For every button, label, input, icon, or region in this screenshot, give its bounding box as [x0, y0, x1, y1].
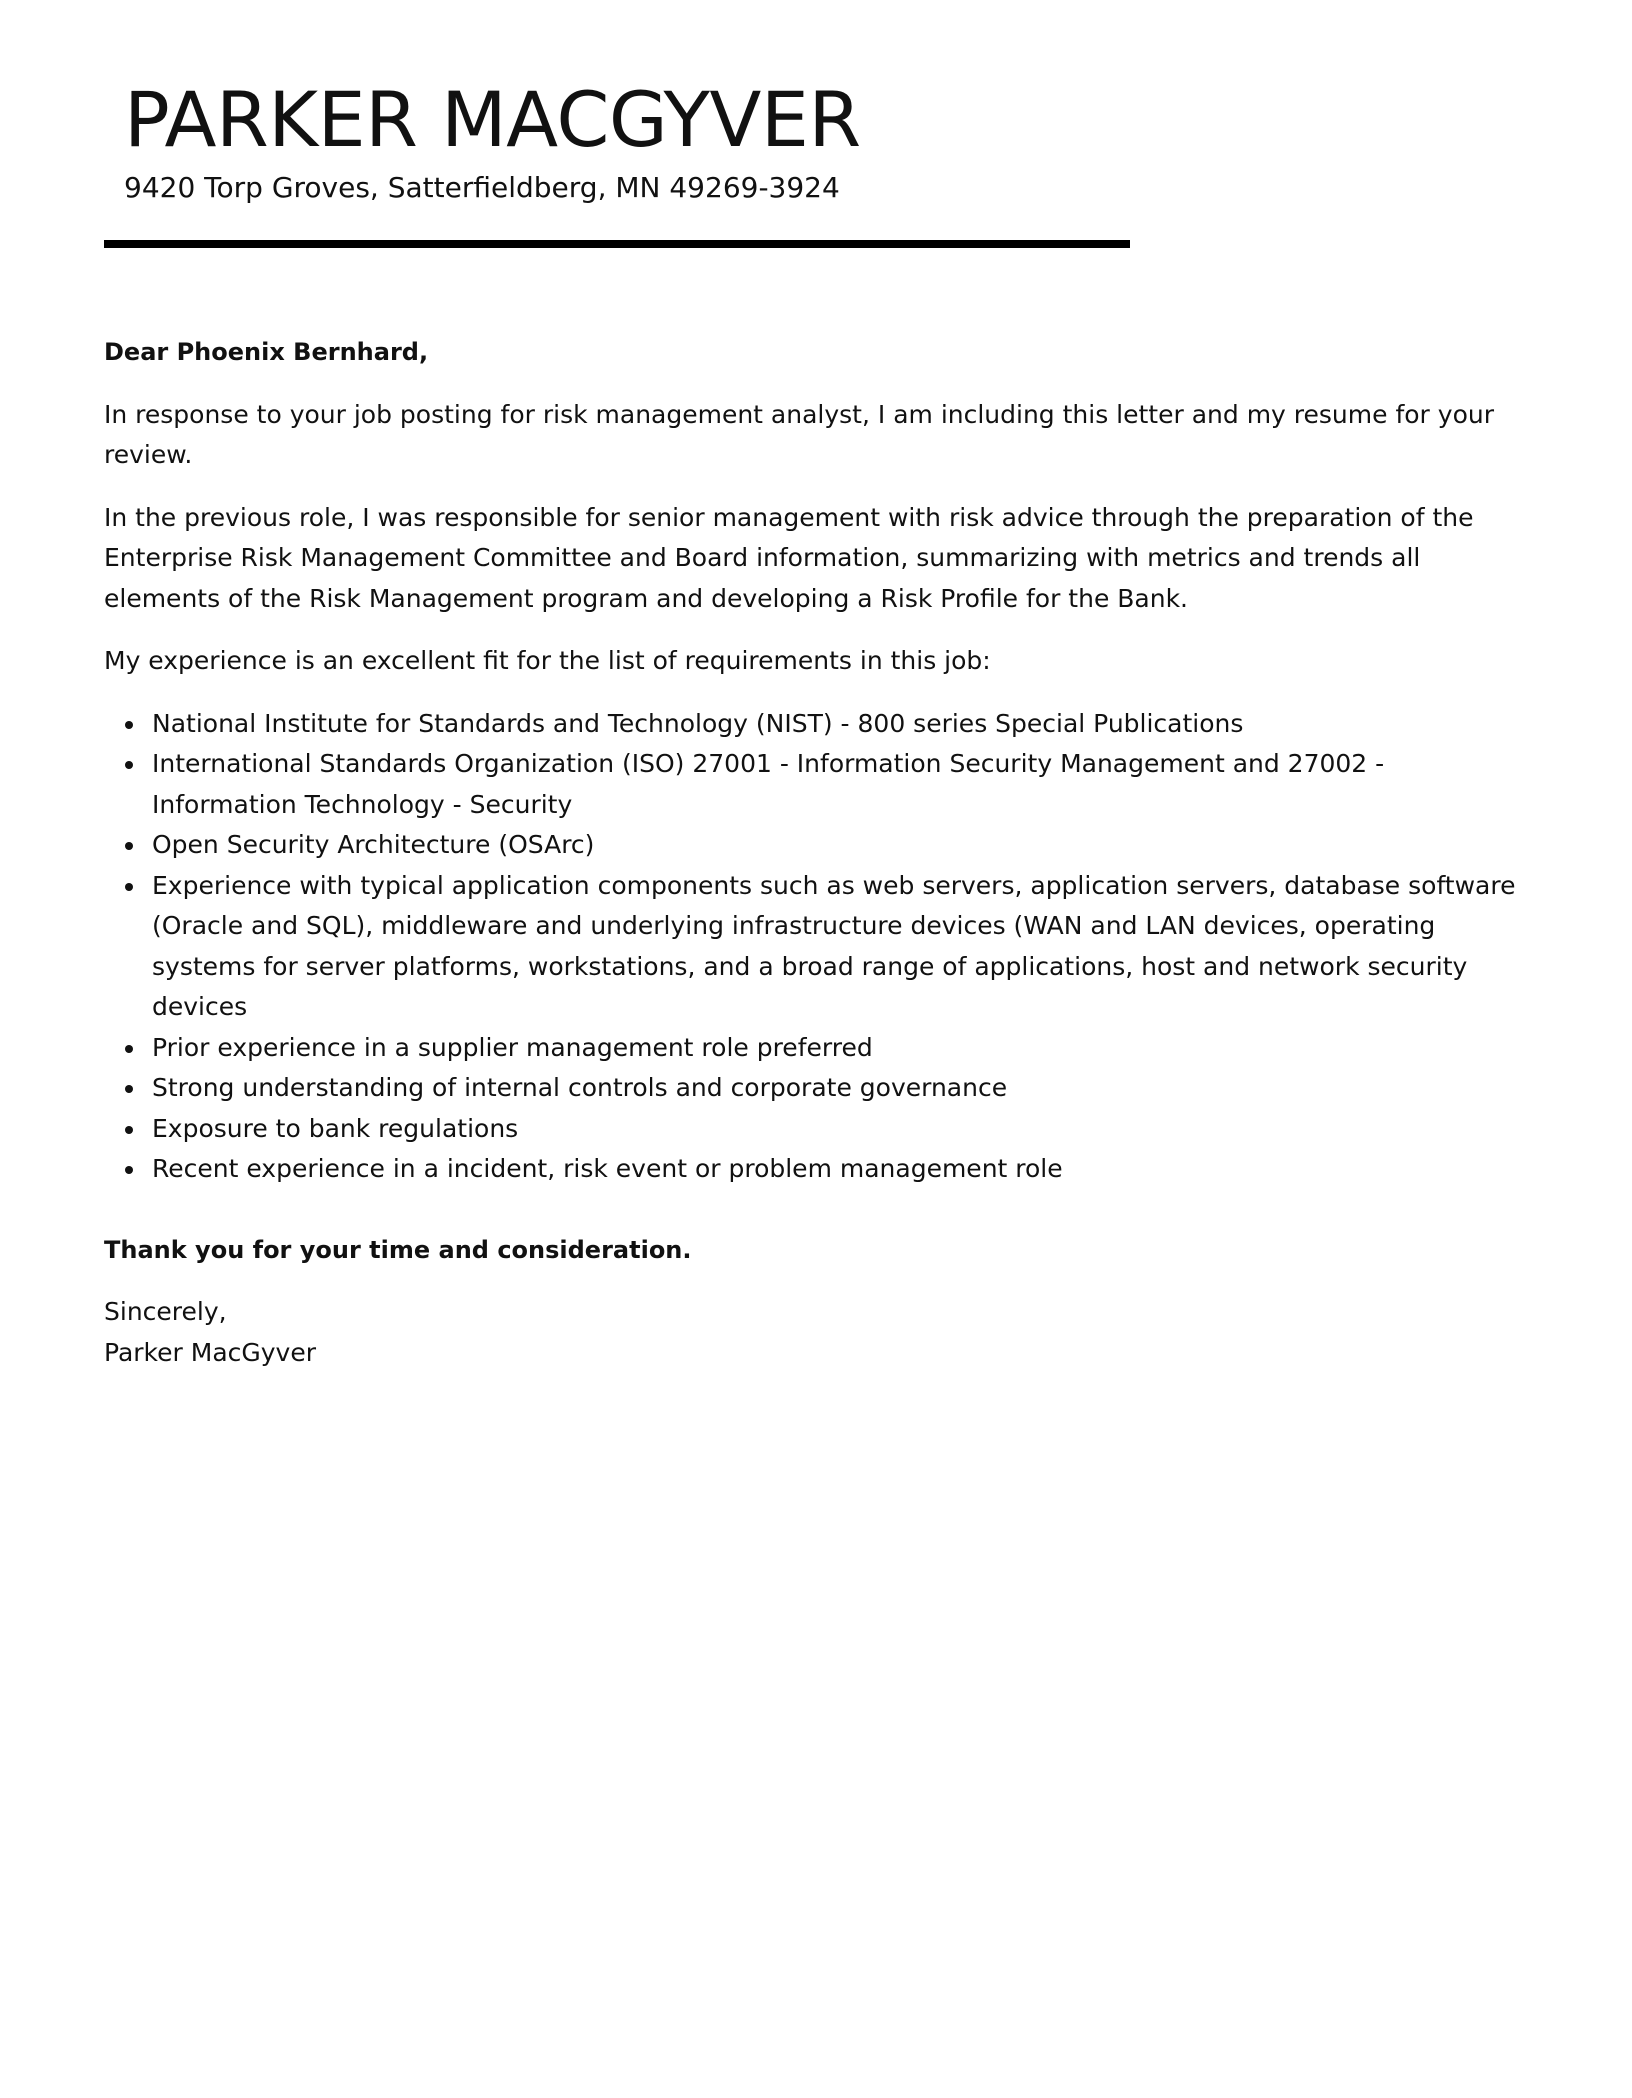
list-item: [152, 704, 1524, 745]
salutation: Dear Phoenix Bernhard,: [104, 338, 429, 366]
thank-you-line: Thank you for your time and consideration.: [104, 1235, 692, 1264]
list-item-text: Experience with typical application components such as web servers, application servers, database software (Oracle and SQL), middleware and underlying infrastructure devices (WAN and LAN devices, operating systems for server platforms, workstations, and a broad range of applications, host and network security devices: [152, 870, 1516, 1021]
experience-paragraph: In the previous role, I was responsible for senior management with risk advice through the preparation of the Enterprise Risk Management Committee and Board information, summarizing with metrics and trends all elements of the Risk Management program and developing a Risk Profile for the Bank.: [104, 502, 1474, 613]
bullet-icon: [125, 1166, 133, 1174]
list-item: [152, 825, 1524, 866]
list-item: [152, 1068, 1524, 1109]
requirements-intro: My experience is an excellent fit for the list of requirements in this job:: [104, 646, 991, 675]
list-item-text: Exposure to bank regulations: [152, 1113, 519, 1143]
signature: Parker MacGyver: [104, 1337, 316, 1367]
closing-line: Sincerely,: [104, 1297, 227, 1326]
list-item: [152, 1028, 1524, 1069]
bullet-icon: [125, 883, 133, 891]
letter-body: [104, 332, 1524, 1373]
bullet-icon: [125, 1126, 133, 1134]
header-divider: [104, 240, 1130, 248]
list-item: [152, 1109, 1524, 1150]
bullet-icon: [125, 1085, 133, 1093]
closing-block: [104, 1292, 1524, 1373]
applicant-address: 9420 Torp Groves, Satterfieldberg, MN 49269-3924: [124, 171, 840, 204]
list-item-text: Recent experience in a incident, risk event or problem management role: [152, 1154, 1063, 1183]
applicant-name: PARKER MACGYVER: [124, 75, 861, 164]
bullet-icon: [125, 842, 133, 850]
list-item-text: National Institute for Standards and Technology (NIST) - 800 series Special Publications: [152, 708, 1244, 738]
letter-header: [124, 72, 861, 208]
list-item-text: Strong understanding of internal controls and corporate governance: [152, 1073, 1008, 1102]
list-item: [152, 866, 1524, 1028]
intro-paragraph: In response to your job posting for risk management analyst, I am including this letter and my resume for your review.: [104, 399, 1494, 469]
requirements-list: [104, 704, 1524, 1190]
list-item-text: International Standards Organization (ISO) 27001 - Information Security Management and 27002 - Information Technology - Security: [152, 749, 1385, 819]
bullet-icon: [125, 761, 133, 769]
list-item: [152, 744, 1524, 825]
list-item: [152, 1149, 1524, 1190]
bullet-icon: [125, 721, 133, 729]
bullet-icon: [125, 1045, 133, 1053]
list-item-text: Prior experience in a supplier management role preferred: [152, 1032, 873, 1062]
list-item-text: Open Security Architecture (OSArc): [152, 830, 595, 859]
